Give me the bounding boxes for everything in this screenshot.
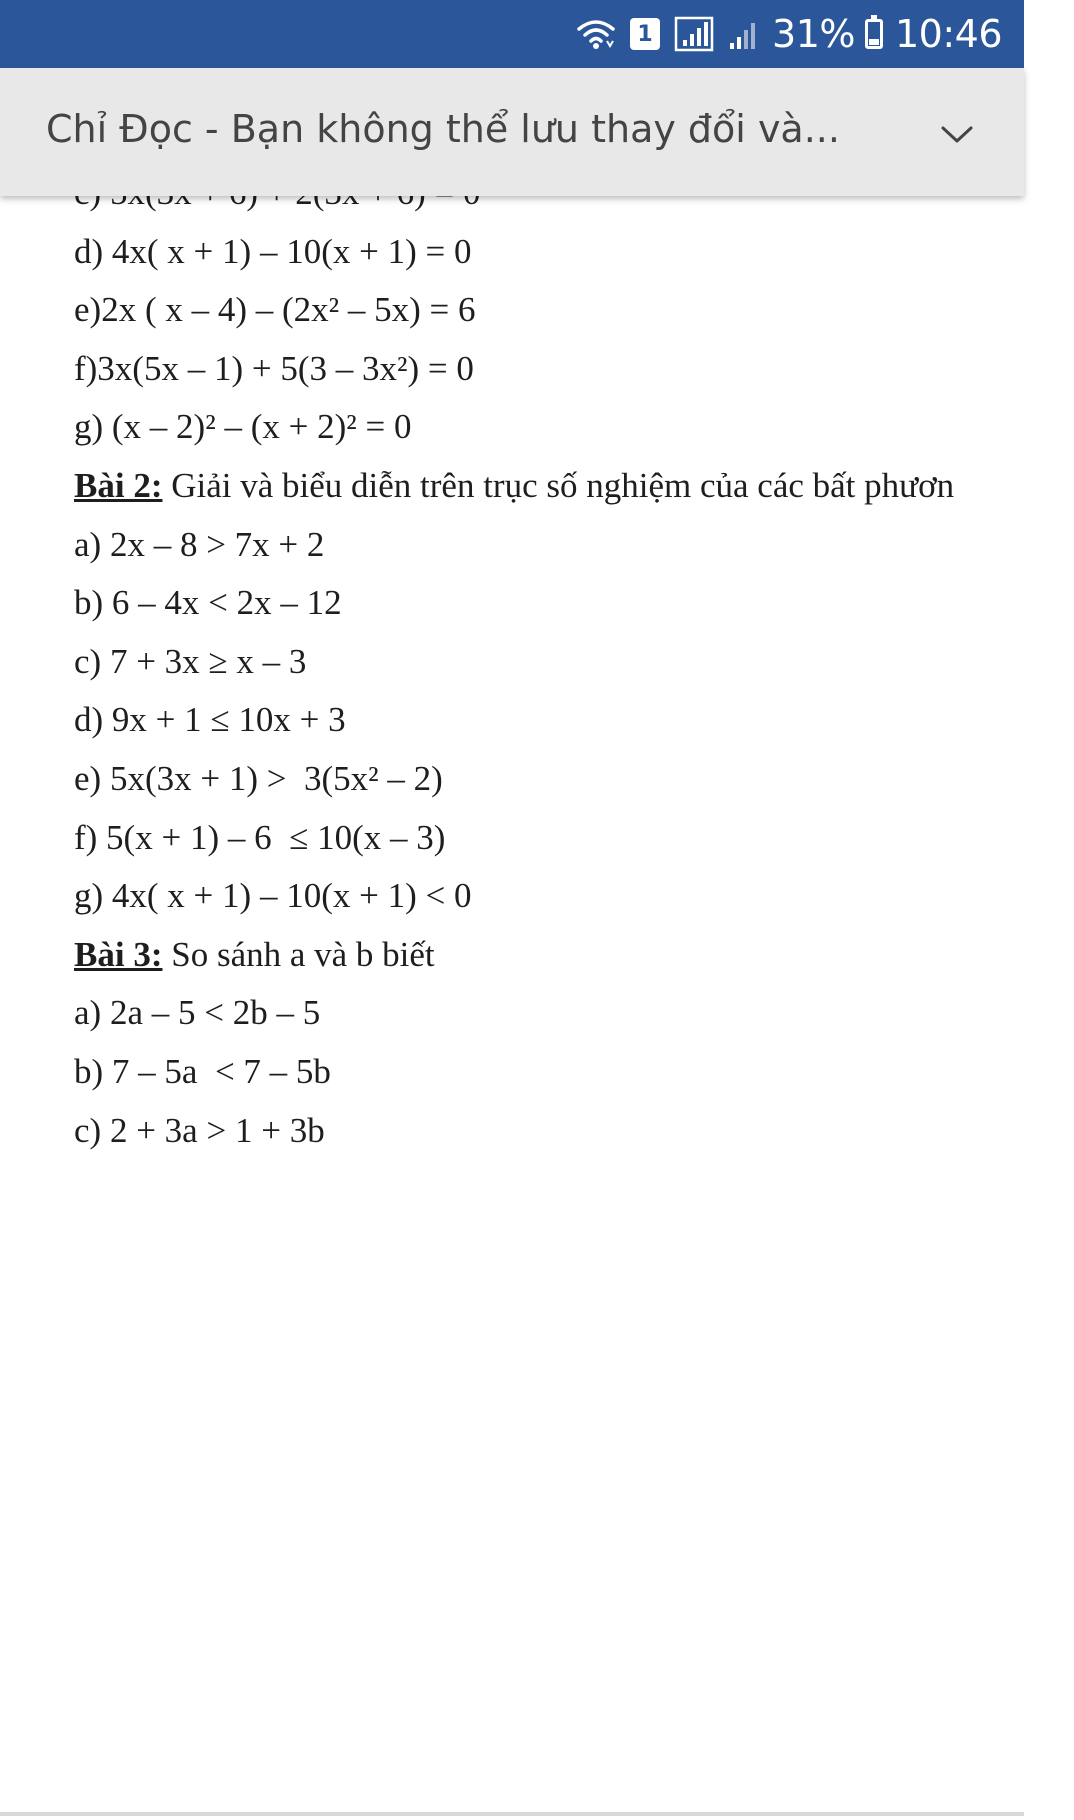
equation-text: g) 4x( x + 1) – 10(x + 1) < 0: [74, 876, 472, 916]
equation-text: b) 7 – 5a < 7 – 5b: [74, 1051, 331, 1091]
clock-time: 10:46: [894, 12, 1002, 56]
wifi-icon: [576, 17, 616, 51]
equation-text: e) 5x(3x + 1) > 3(5x² – 2): [74, 758, 443, 798]
exercise-heading: [74, 457, 1074, 516]
status-bar: [0, 0, 1024, 68]
exercise-heading: [74, 926, 1074, 985]
expand-notice-button[interactable]: [930, 108, 984, 162]
equation-item: [74, 516, 1074, 575]
signal-weak-icon: [728, 17, 760, 51]
equation-item: [74, 574, 1074, 633]
chevron-down-icon: [940, 125, 974, 145]
sim-badge-icon: [630, 18, 660, 50]
equation-item: [74, 809, 1074, 868]
equation-text: d) 4x( x + 1) – 10(x + 1) = 0: [74, 231, 472, 271]
equation-text: f)3x(5x – 1) + 5(3 – 3x²) = 0: [74, 348, 474, 388]
equation-item: [74, 750, 1074, 809]
equation-text: d) 9x + 1 ≤ 10x + 3: [74, 700, 346, 740]
document-content: [74, 164, 1074, 1160]
equation-item: [74, 633, 1074, 692]
sim-badge-number: 1: [630, 18, 660, 50]
equation-text: f) 5(x + 1) – 6 ≤ 10(x – 3): [74, 817, 446, 857]
equation-item: [74, 223, 1074, 282]
signal-icon: [674, 16, 714, 52]
equation-text: e)2x ( x – 4) – (2x² – 5x) = 6: [74, 290, 476, 330]
equation-item: [74, 867, 1074, 926]
equation-text: b) 6 – 4x < 2x – 12: [74, 583, 342, 623]
equation-item: [74, 340, 1074, 399]
equation-item: [74, 281, 1074, 340]
battery-percent: 31%: [772, 12, 855, 56]
equation-text: c) 2 + 3a > 1 + 3b: [74, 1110, 325, 1150]
exercise-heading-label: Bài 2:: [74, 465, 163, 505]
exercise-heading-label: Bài 3:: [74, 934, 163, 974]
document-view[interactable]: [0, 196, 1024, 1816]
equation-item: [74, 398, 1074, 457]
read-only-notice-text: Chỉ Đọc - Bạn không thể lưu thay đổi và...: [46, 107, 840, 151]
equation-text: g) (x – 2)² – (x + 2)² = 0: [74, 407, 412, 447]
battery-icon: [865, 19, 883, 49]
read-only-notice-bar[interactable]: [0, 68, 1024, 196]
equation-item: [74, 691, 1074, 750]
equation-text: c) 7 + 3x ≥ x – 3: [74, 641, 307, 681]
equation-item: [74, 1102, 1074, 1161]
equation-item: [74, 1043, 1074, 1102]
equation-text: a) 2a – 5 < 2b – 5: [74, 993, 321, 1033]
exercise-heading-text: So sánh a và b biết: [162, 934, 435, 974]
equation-item: [74, 984, 1074, 1043]
equation-text: a) 2x – 8 > 7x + 2: [74, 524, 325, 564]
bottom-divider: [0, 1812, 1024, 1816]
exercise-heading-text: Giải và biểu diễn trên trục số nghiệm của các bất phươn: [162, 465, 955, 505]
